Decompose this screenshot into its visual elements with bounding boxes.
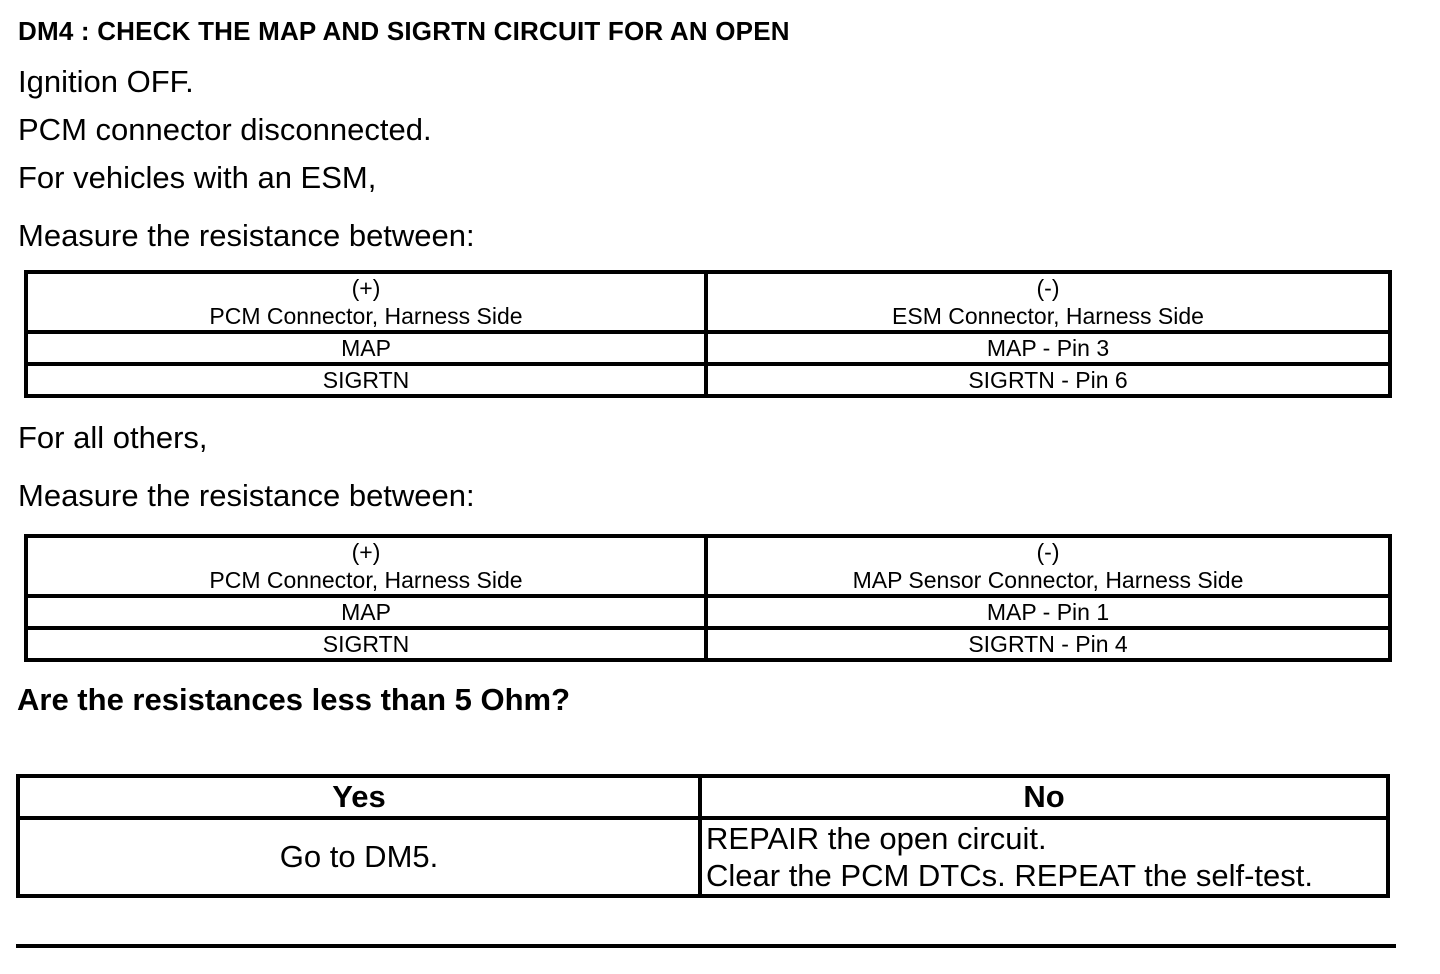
minus-header-label: MAP Sensor Connector, Harness Side xyxy=(852,567,1244,593)
minus-cell: MAP - Pin 3 xyxy=(706,332,1390,364)
plus-cell: SIGRTN xyxy=(26,628,706,660)
minus-header-cell xyxy=(706,272,1390,332)
step-title: DM4 : CHECK THE MAP AND SIGRTN CIRCUIT FOR AN OPEN xyxy=(18,16,790,46)
table-row xyxy=(26,332,1390,364)
no-header: No xyxy=(700,776,1388,818)
plus-header-cell xyxy=(26,272,706,332)
minus-sign: (-) xyxy=(1036,539,1060,565)
result-header-row xyxy=(18,776,1388,818)
no-action-cell xyxy=(700,818,1388,896)
minus-header-label: ESM Connector, Harness Side xyxy=(892,303,1204,329)
yes-header: Yes xyxy=(18,776,700,818)
table-row xyxy=(26,364,1390,396)
table-row xyxy=(26,596,1390,628)
yes-action: Go to DM5. xyxy=(18,818,700,896)
bottom-divider xyxy=(16,944,1396,948)
others-measurement-table xyxy=(24,534,1392,662)
measure-prompt-others: Measure the resistance between: xyxy=(18,478,475,513)
table-row xyxy=(26,628,1390,660)
result-table xyxy=(16,774,1390,898)
minus-cell: SIGRTN - Pin 4 xyxy=(706,628,1390,660)
minus-cell: SIGRTN - Pin 6 xyxy=(706,364,1390,396)
plus-cell: MAP xyxy=(26,332,706,364)
plus-cell: MAP xyxy=(26,596,706,628)
condition-pcm-connector: PCM connector disconnected. xyxy=(18,112,432,147)
plus-sign: (+) xyxy=(351,539,381,565)
measure-prompt-esm: Measure the resistance between: xyxy=(18,218,475,253)
table-header-row xyxy=(26,272,1390,332)
plus-cell: SIGRTN xyxy=(26,364,706,396)
plus-header-label: PCM Connector, Harness Side xyxy=(209,303,523,329)
no-action-repair: REPAIR the open circuit. xyxy=(706,821,1047,856)
minus-cell: MAP - Pin 1 xyxy=(706,596,1390,628)
plus-header-cell xyxy=(26,536,706,596)
esm-measurement-table xyxy=(24,270,1392,398)
resistance-question: Are the resistances less than 5 Ohm? xyxy=(17,682,571,717)
esm-intro: For vehicles with an ESM, xyxy=(18,160,377,195)
result-body-row xyxy=(18,818,1388,896)
no-action-clear: Clear the PCM DTCs. REPEAT the self-test. xyxy=(706,858,1313,893)
condition-ignition: Ignition OFF. xyxy=(18,64,194,99)
minus-sign: (-) xyxy=(1036,275,1060,301)
others-intro: For all others, xyxy=(18,420,208,455)
plus-sign: (+) xyxy=(351,275,381,301)
minus-header-cell xyxy=(706,536,1390,596)
plus-header-label: PCM Connector, Harness Side xyxy=(209,567,523,593)
table-header-row xyxy=(26,536,1390,596)
